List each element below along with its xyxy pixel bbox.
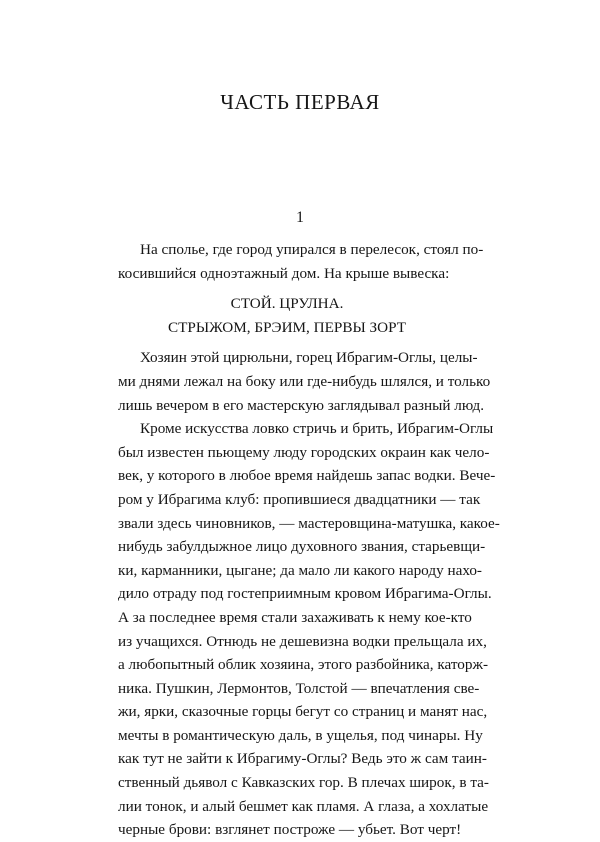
text-line: дило отраду под гостеприимным кровом Ибрагима-Оглы. [118, 585, 492, 603]
text-line: нибудь забулдыжное лицо духовного звания, старьевщи- [118, 538, 486, 556]
text-line: ром у Ибрагима клуб: пропившиеся двадцатники — так [118, 490, 481, 508]
text-line: ми днями лежал на боку или где-нибудь шлялся, и только [118, 372, 491, 390]
sign-line: СТОЙ. ЦРУЛНА. [230, 295, 344, 313]
text-line: ственный дьявол с Кавказских гор. В плечах широк, в та- [118, 774, 489, 792]
text-line: как тут не зайти к Ибрагиму-Оглы? Ведь это ж сам таин- [118, 750, 487, 768]
text-line: черные брови: взглянет построже — убьет. Вот черт! [118, 821, 462, 839]
text-line: а любопытный облик хозяина, этого разбойника, каторж- [118, 656, 489, 674]
text-line: лишь вечером в его мастерскую заглядывал разный люд. [118, 396, 484, 414]
text-line: ника. Пушкин, Лермонтов, Толстой — впечатления све- [118, 679, 480, 697]
part-title: ЧАСТЬ ПЕРВАЯ [220, 90, 380, 114]
text-line: ки, карманники, цыгане; да мало ли какого народу нахо- [118, 561, 482, 579]
text-line: век, у которого в любое время найдешь запас водки. Вече- [118, 467, 496, 485]
text-line: косившийся одноэтажный дом. На крыше вывеска: [118, 264, 450, 282]
text-line: Хозяин этой цирюльни, горец Ибрагим-Оглы, целы- [140, 349, 478, 367]
text-line: звали здесь чиновников, — мастеровщина-матушка, какое- [118, 514, 500, 532]
body-text [118, 238, 500, 842]
text-line: был известен пьющему люду городских окраин как чело- [118, 443, 490, 461]
text-line: На спольe, где город упирался в перелесок, стоял по- [140, 241, 484, 258]
text-line: мечты в романтическую даль, в ущелья, под чинары. Ну [118, 726, 483, 744]
text-line: из учащихся. Отнюдь не дешевизна водки прельщала их, [118, 632, 487, 650]
text-line: Кроме искусства ловко стричь и брить, Ибрагим-Оглы [140, 420, 494, 438]
spacer [118, 339, 456, 346]
text-line: А за последнее время стали захаживать к нему кое-кто [118, 608, 472, 626]
sign-line: СТРЫЖОМ, БРЭИМ, ПЕРВЫ ЗОРТ [167, 318, 406, 336]
text-line: жи, ярки, сказочные горцы бегут со страниц и манят нас, [118, 703, 488, 721]
chapter-number: 1 [296, 209, 304, 226]
text-line: лии тонок, и алый бешмет как пламя. А глаза, а хохлатые [118, 797, 489, 815]
spacer [118, 285, 456, 292]
